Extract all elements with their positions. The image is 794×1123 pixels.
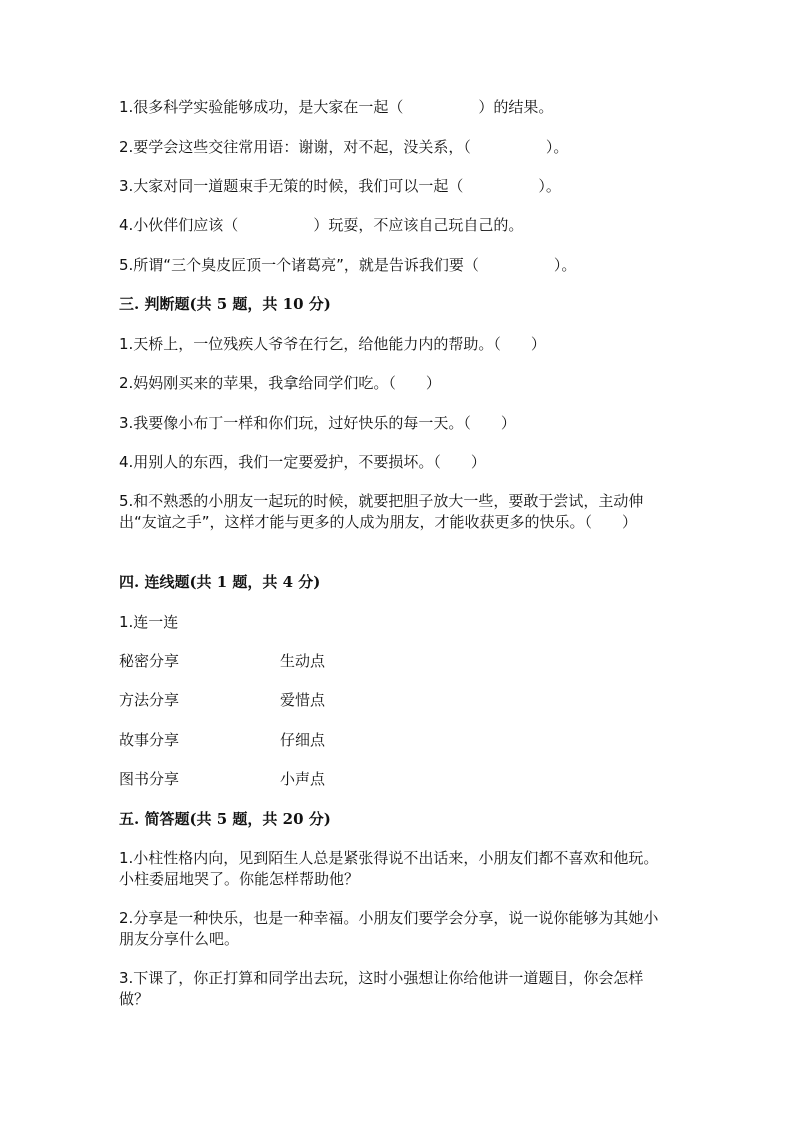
short-answer-question-1: 1.小柱性格内向，见到陌生人总是紧张得说不出话来，小朋友们都不喜欢和他玩。小柱委屈地哭了。你能怎样帮助他？ xyxy=(119,849,659,888)
fill-blank-question-5: 5.所谓“三个臭皮匠顶一个诸葛亮”，就是告诉我们要（ ）。 xyxy=(119,256,577,274)
true-false-question-1: 1.天桥上，一位残疾人爷爷在行乞，给他能力内的帮助。（ ） xyxy=(119,335,546,353)
fill-blank-question-1: 1.很多科学实验能够成功，是大家在一起（ ）的结果。 xyxy=(119,98,554,116)
section-3-heading: 三. 判断题(共 5 题，共 10 分) xyxy=(119,295,331,313)
true-false-question-3: 3.我要像小布丁一样和你们玩，过好快乐的每一天。（ ） xyxy=(119,414,516,432)
matching-left-item-3[interactable]: 故事分享 xyxy=(119,731,180,749)
matching-right-item-3[interactable]: 仔细点 xyxy=(280,731,326,749)
matching-left-item-1[interactable]: 秘密分享 xyxy=(119,652,180,670)
matching-right-item-4[interactable]: 小声点 xyxy=(280,770,326,788)
short-answer-question-3: 3.下课了，你正打算和同学出去玩，这时小强想让你给他讲一道题目，你会怎样做？ xyxy=(119,969,644,1008)
true-false-question-5: 5.和不熟悉的小朋友一起玩的时候，就要把胆子放大一些，要敢于尝试，主动伸出“友谊之手”，这样才能与更多的人成为朋友，才能收获更多的快乐。（ ） xyxy=(119,492,644,531)
fill-blank-question-2: 2.要学会这些交往常用语：谢谢，对不起，没关系，（ ）。 xyxy=(119,138,569,156)
fill-blank-question-4: 4.小伙伴们应该（ ）玩耍，不应该自己玩自己的。 xyxy=(119,216,524,234)
true-false-question-4: 4.用别人的东西，我们一定要爱护，不要损坏。（ ） xyxy=(119,453,486,471)
fill-blank-question-3: 3.大家对同一道题束手无策的时候，我们可以一起（ ）。 xyxy=(119,177,561,195)
true-false-question-2: 2.妈妈刚买来的苹果，我拿给同学们吃。（ ） xyxy=(119,374,441,392)
section-5-heading: 五. 简答题(共 5 题，共 20 分) xyxy=(119,810,331,828)
matching-question: 1.连一连 xyxy=(119,613,179,631)
section-4-heading: 四. 连线题(共 1 题，共 4 分) xyxy=(119,573,321,591)
matching-right-item-2[interactable]: 爱惜点 xyxy=(280,691,326,709)
matching-left-item-2[interactable]: 方法分享 xyxy=(119,691,180,709)
matching-right-item-1[interactable]: 生动点 xyxy=(280,652,326,670)
matching-left-item-4[interactable]: 图书分享 xyxy=(119,770,180,788)
short-answer-question-2: 2.分享是一种快乐，也是一种幸福。小朋友们要学会分享，说一说你能够为其她小朋友分享什么吧。 xyxy=(119,909,659,948)
